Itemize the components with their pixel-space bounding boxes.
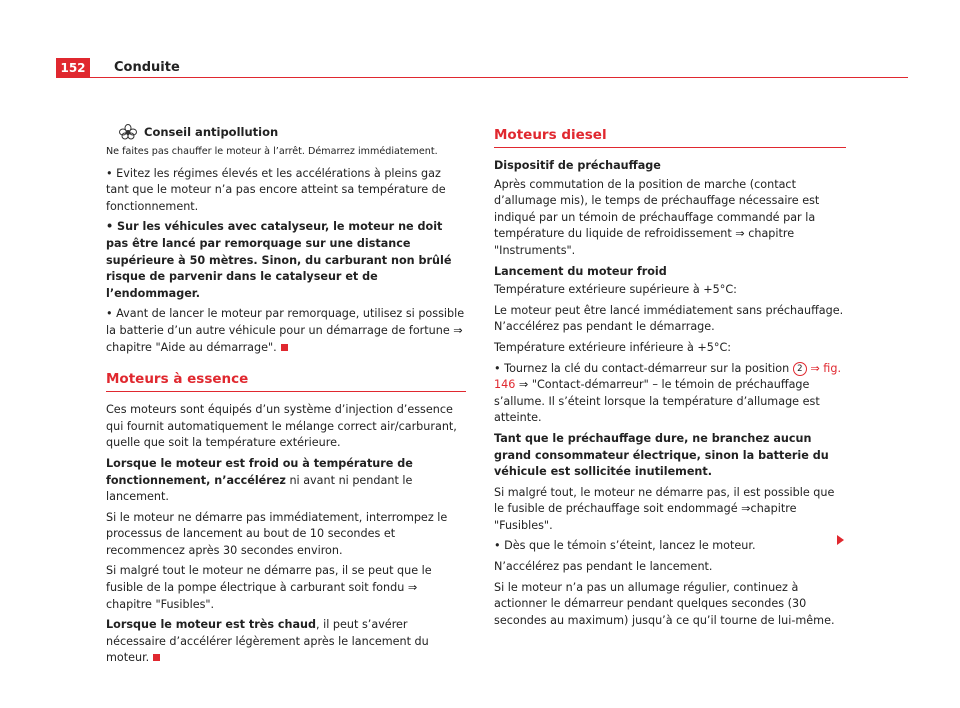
subhead-cold-start: Lancement du moteur froid [494,264,667,278]
right-column [494,126,846,633]
petrol-para-4: Si malgré tout le moteur ne démarre pas, il se peut que le fusible de la pompe électrique à carburant soit fondu ⇒ chapitre "Fusibles". [106,564,432,611]
diesel-para-9: N’accélérez pas pendant le lancement. [494,560,713,574]
petrol-para-3: Si le moteur ne démarre pas immédiatement, interrompez le processus de lancement au bout de 10 secondes et recommencez après 30 secondes environ. [106,510,448,557]
petrol-para-5-rest: , il peut s’avérer nécessaire d’accélérer légèrement après le lancement du moteur. [106,618,429,665]
section-title-diesel: Moteurs diesel [494,126,846,148]
petrol-para-2-rest: ni avant ni pendant le lancement. [106,473,413,504]
diesel-warning: Tant que le préchauffage dure, ne branchez aucun grand consommateur électrique, sinon la batterie du véhicule est sollicitée inutilement. [494,431,829,479]
page-number: 152 [56,58,90,78]
diesel-para-7: Si malgré tout, le moteur ne démarre pas, il est possible que le fusible de préchauffage soit endommagé ⇒chapitre "Fusibles". [494,485,835,532]
next-page-arrow-icon [837,535,844,545]
flower-icon [118,124,138,140]
eco-tip-title: Conseil antipollution [144,125,279,139]
petrol-para-2 [106,456,466,506]
petrol-para-5-bold: Lorsque le moteur est très chaud [106,618,317,632]
section-title-petrol: Moteurs à essence [106,370,466,392]
eco-tip-heading [106,124,466,141]
diesel-para-4: Température extérieure inférieure à +5°C: [494,340,732,354]
tip-bullet-1: • Evitez les régimes élevés et les accélérations à pleins gaz tant que le moteur n’a pas encore atteint sa température de fonctionnement. [106,166,446,213]
tip-bullet-3 [106,306,466,356]
petrol-para-2-bold: Lorsque le moteur est froid ou à température de fonctionnement, n’accélérez [106,456,413,487]
left-column [106,124,466,671]
figure-reference-link[interactable]: ⇒ fig. 146 [494,361,841,392]
petrol-para-1: Ces moteurs sont équipés d’un système d’injection d’essence qui fournit automatiquement le mélange correct air/carburant, quelle que soit la température extérieure. [106,403,457,450]
petrol-para-5 [106,617,466,667]
diesel-para-3: Le moteur peut être lancé immédiatement sans préchauffage. N’accélérez pas pendant le démarrage. [494,303,844,334]
chapter-title: Conduite [114,60,180,75]
tip-bullet-2: • Sur les véhicules avec catalyseur, le moteur ne doit pas être lancé par remorquage sur une distance supérieure à 50 mètres. Sinon, du carburant non brûlé risque de parvenir dans le catalyseur et de l’endommager. [106,220,452,300]
diesel-para-2: Température extérieure supérieure à +5°C: [494,283,737,297]
tip-bullet-3-text: • Avant de lancer le moteur par remorquage, utilisez si possible la batterie d’un autre véhicule pour un démarrage de fortune ⇒ chapitre "Aide au démarrage". [106,307,465,354]
end-square-icon [281,344,288,351]
subhead-preheating: Dispositif de préchauffage [494,159,661,172]
diesel-para-5-a: • Tournez la clé du contact-démarreur sur la position [494,361,790,375]
diesel-para-5-b: ⇒ "Contact-démarreur" – le témoin de préchauffage s’allume. Il s’éteint lorsque la température d’allumage est atteinte. [494,378,820,425]
diesel-para-1: Après commutation de la position de marche (contact d’allumage mis), le temps de préchauffage nécessaire est indiqué par un témoin de préchauffage commandé par la température du liquide de refroidissement ⇒ chapitre "Instruments". [494,177,820,257]
diesel-para-5 [494,361,846,427]
position-number-badge: 2 [793,362,807,376]
diesel-para-8: • Dès que le témoin s’éteint, lancez le moteur. [494,539,756,553]
diesel-para-10: Si le moteur n’a pas un allumage régulier, continuez à actionner le démarreur pendant quelques secondes (30 secondes au maximum) jusqu’à ce qu’il tourne de lui-même. [494,580,835,627]
end-square-icon [153,654,160,661]
eco-tip-intro: Ne faites pas chauffer le moteur à l’arrêt. Démarrez immédiatement. [106,145,438,157]
header-rule [90,77,908,78]
